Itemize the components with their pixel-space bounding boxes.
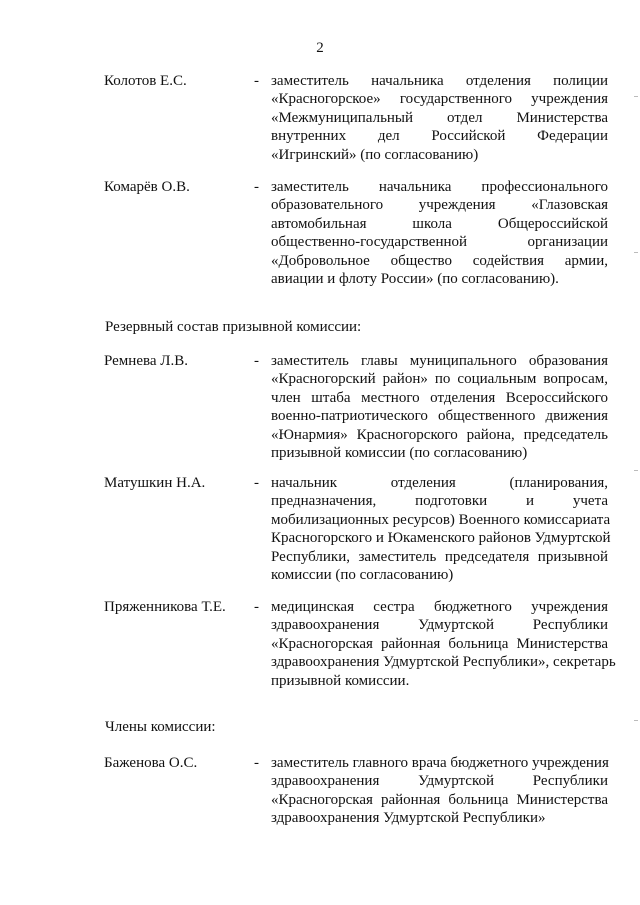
description-line: медицинская сестра бюджетного учреждения bbox=[271, 599, 608, 615]
entry-dash: - bbox=[254, 179, 259, 195]
position-description bbox=[271, 474, 611, 584]
description-line: заместитель главного врача бюджетного учреждения bbox=[271, 755, 609, 771]
description-line: здравоохранения Удмуртской Республики bbox=[271, 617, 608, 634]
description-line: «Юнармия» Красногорского района, председатель bbox=[271, 426, 608, 443]
person-name: Колотов Е.С. bbox=[104, 73, 187, 89]
entry-dash: - bbox=[254, 755, 259, 771]
description-line: здравоохранения Удмуртской Республики», секретарь bbox=[271, 654, 616, 671]
description-line: заместитель начальника отделения полиции bbox=[271, 73, 608, 89]
description-line: автомобильная школа Общероссийской bbox=[271, 215, 608, 232]
description-line: заместитель главы муниципального образования bbox=[271, 353, 608, 369]
page-number: 2 bbox=[316, 40, 324, 56]
description-line: образовательного учреждения «Глазовская bbox=[271, 197, 608, 214]
description-line: общественно-государственной организации bbox=[271, 234, 608, 251]
description-line: здравоохранения Удмуртской Республики» bbox=[271, 810, 546, 827]
description-line: «Красногорское» государственного учреждения bbox=[271, 91, 608, 108]
person-name: Баженова О.С. bbox=[104, 755, 198, 771]
description-line: здравоохранения Удмуртской Республики bbox=[271, 773, 608, 790]
description-line: военно-патриотического общественного движения bbox=[271, 408, 608, 425]
scan-margin-mark bbox=[634, 252, 638, 253]
position-description bbox=[271, 178, 608, 288]
person-name: Матушкин Н.А. bbox=[104, 475, 206, 491]
description-line: внутренних дел Российской Федерации bbox=[271, 128, 608, 145]
reserve-heading: Резервный состав призывной комиссии: bbox=[105, 319, 362, 335]
entry-dash: - bbox=[254, 599, 259, 615]
scan-margin-mark bbox=[634, 96, 638, 97]
description-line: Республики, заместитель председателя призывной bbox=[271, 548, 608, 565]
scan-margin-mark bbox=[634, 720, 638, 721]
entry-dash: - bbox=[254, 353, 259, 369]
description-line: «Межмуниципальный отдел Министерства bbox=[271, 109, 608, 126]
scan-margin-mark bbox=[634, 470, 638, 471]
description-line: Красногорского и Юкаменского районов Удмуртской bbox=[271, 530, 611, 547]
position-description bbox=[271, 754, 608, 828]
description-line: «Красногорский район» по социальным вопросам, bbox=[271, 371, 608, 388]
description-line: призывной комиссии. bbox=[271, 672, 410, 689]
description-line: комиссии (по согласованию) bbox=[271, 567, 454, 584]
person-name: Ремнева Л.В. bbox=[104, 353, 188, 369]
position-description bbox=[271, 352, 608, 462]
description-line: «Красногорская районная больница Министерства bbox=[271, 791, 608, 808]
description-line: мобилизационных ресурсов) Военного комиссариата bbox=[271, 511, 611, 528]
description-line: член штаба местного отделения Всероссийского bbox=[271, 389, 608, 406]
description-line: авиации и флоту России» (по согласованию). bbox=[271, 271, 559, 288]
description-line: призывной комиссии (по согласованию) bbox=[271, 445, 528, 462]
description-line: предназначения, подготовки и учета bbox=[271, 493, 608, 510]
position-description bbox=[271, 72, 608, 164]
description-line: начальник отделения (планирования, bbox=[271, 475, 608, 491]
entry-dash: - bbox=[254, 73, 259, 89]
person-name: Комарёв О.В. bbox=[104, 179, 190, 195]
position-description bbox=[271, 598, 616, 690]
members-heading: Члены комиссии: bbox=[105, 719, 216, 735]
description-line: заместитель начальника профессионального bbox=[271, 179, 608, 195]
description-line: «Красногорская районная больница Министерства bbox=[271, 635, 608, 652]
entry-dash: - bbox=[254, 475, 259, 491]
person-name: Пряженникова Т.Е. bbox=[104, 599, 226, 615]
description-line: «Игринский» (по согласованию) bbox=[271, 146, 479, 163]
description-line: «Добровольное общество содействия армии, bbox=[271, 252, 608, 269]
